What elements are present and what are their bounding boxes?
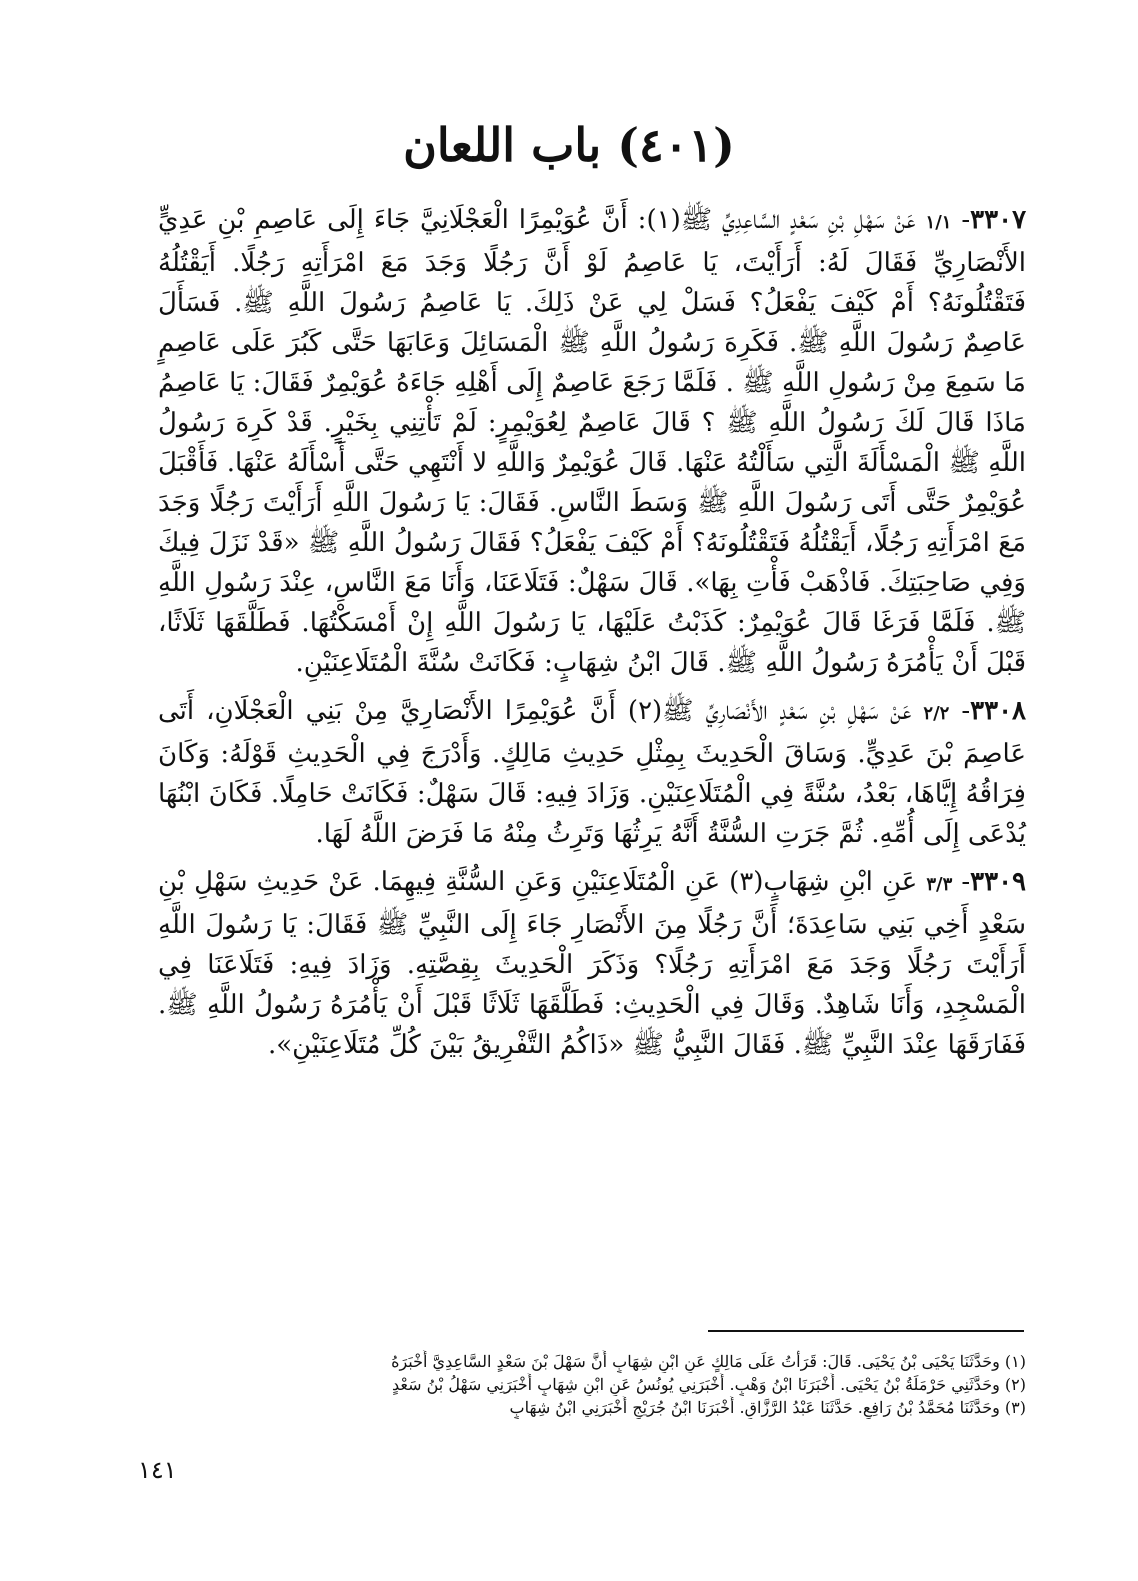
footnotes [300,1350,1026,1419]
hadith-number: ٣٣٠٩ [970,867,1027,897]
hadith-list [158,200,1026,1073]
footnote-separator [708,1330,1024,1332]
hadith-sub-number: ١/١ [925,212,952,233]
chapter-title: (٤٠١) باب اللعان [403,118,735,172]
hadith-dash: - [961,867,971,897]
hadith-text: عَنِ ابْنِ شِهَابٍ(٣) عَنِ الْمُتَلَاعِنَيْنِ وَعَنِ السُّنَّةِ فِيهِمَا. عَنْ حَدِيثِ سَهْلِ بْنِ سَعْدٍ أَخِي بَنِي سَاعِدَةَ؛ أَنَّ رَجُلًا مِنَ الأَنْصَارِ جَاءَ إِلَى النَّبِيِّ ﷺ فَقَالَ: يَا رَسُولَ اللَّهِ أَرَأَيْتَ رَجُلًا وَجَدَ مَعَ امْرَأَتِهِ رَجُلًا؟ وَذَكَرَ الْحَدِيثَ بِقِصَّتِهِ. وَزَادَ فِيهِ: فَتَلَاعَنَا فِي الْمَسْجِدِ، وَأَنَا شَاهِدٌ. وَقَالَ فِي الْحَدِيثِ: فَطَلَّقَهَا ثَلَاثًا قَبْلَ أَنْ يَأْمُرَهُ رَسُولُ اللَّهِ ﷺ. فَفَارَقَهَا عِنْدَ النَّبِيِّ ﷺ. فَقَالَ النَّبِيُّ ﷺ «ذَاكُمُ التَّفْرِيقُ بَيْنَ كُلِّ مُتَلَاعِنَيْنِ». [158,867,1026,1060]
hadith-dash: - [961,696,971,726]
hadith-text: عَنْ سَهْلِ بْنِ سَعْدٍ الأَنْصَارِيِّ ﷺ(٢) أَنَّ عُوَيْمِرًا الأَنْصَارِيَّ مِنْ بَنِي الْعَجْلَانِ، أَتَى عَاصِمَ بْنَ عَدِيٍّ. وَسَاقَ الْحَدِيثَ بِمِثْلِ حَدِيثِ مَالِكٍ. وَأَدْرَجَ فِي الْحَدِيثِ قَوْلَهُ: وَكَانَ فِرَاقُهُ إِيَّاهَا، بَعْدُ، سُنَّةً فِي الْمُتَلَاعِنَيْنِ. وَزَادَ فِيهِ: قَالَ سَهْلٌ: فَكَانَتْ حَامِلًا. فَكَانَ ابْنُهَا يُدْعَى إِلَى أُمِّهِ. ثُمَّ جَرَتِ السُّنَّةُ أَنَّهُ يَرِثُهَا وَتَرِثُ مِنْهُ مَا فَرَضَ اللَّهُ لَهَا. [158,696,1026,849]
footnote-3: (٣) وحَدَّثَنَا مُحَمَّدُ بْنُ رَافِعٍ. حَدَّثَنَا عَبْدُ الرَّزَّاقِ. أَخْبَرَنَا ابْنُ جُرَيْجٍ أَخْبَرَنِي ابْنُ شِهَابٍ [509,1398,1026,1417]
hadith-sub-number: ٢/٢ [923,703,950,724]
footnote-2: (٢) وحَدَّثَنِي حَرْمَلَةُ بْنُ يَحْيَى. أَخْبَرَنَا ابْنُ وَهْبٍ. أَخْبَرَنِي يُونُسُ عَنِ ابْنِ شِهَابٍ أَخْبَرَنِي سَهْلُ بْنُ سَعْدٍ [392,1375,1026,1394]
hadith-3308 [158,691,1026,854]
hadith-number: ٣٣٠٧ [970,205,1027,235]
hadith-sub-number: ٣/٣ [926,874,953,895]
hadith-number: ٣٣٠٨ [970,696,1026,726]
hadith-dash: - [961,205,971,235]
hadith-text: عَنْ سَهْلِ بْنِ سَعْدٍ السَّاعِدِيِّ ﷺ(١): أَنَّ عُوَيْمِرًا الْعَجْلَانِيَّ جَاءَ إِلَى عَاصِمِ بْنِ عَدِيٍّ الأَنْصَارِيِّ فَقَالَ لَهُ: أَرَأَيْتَ، يَا عَاصِمُ لَوْ أَنَّ رَجُلًا وَجَدَ مَعَ امْرَأَتِهِ رَجُلًا. أَيَقْتُلُهُ فَتَقْتُلُونَهُ؟ أَمْ كَيْفَ يَفْعَلُ؟ فَسَلْ لِي عَنْ ذَلِكَ. يَا عَاصِمُ رَسُولَ اللَّهِ ﷺ. فَسَأَلَ عَاصِمٌ رَسُولَ اللَّهِ ﷺ. فَكَرِهَ رَسُولُ اللَّهِ ﷺ الْمَسَائِلَ وَعَابَهَا حَتَّى كَبُرَ عَلَى عَاصِمٍ مَا سَمِعَ مِنْ رَسُولِ اللَّهِ ﷺ . فَلَمَّا رَجَعَ عَاصِمٌ إِلَى أَهْلِهِ جَاءَهُ عُوَيْمِرٌ فَقَالَ: يَا عَاصِمُ مَاذَا قَالَ لَكَ رَسُولُ اللَّهِ ﷺ ؟ قَالَ عَاصِمٌ لِعُوَيْمِرٍ: لَمْ تَأْتِنِي بِخَيْرٍ. قَدْ كَرِهَ رَسُولُ اللَّهِ ﷺ الْمَسْأَلَةَ الَّتِي سَأَلْتُهُ عَنْهَا. قَالَ عُوَيْمِرٌ وَاللَّهِ لا أَنْتَهِي حَتَّى أَسْأَلَهُ عَنْهَا. فَأَقْبَلَ عُوَيْمِرٌ حَتَّى أَتَى رَسُولَ اللَّهِ ﷺ وَسَطَ النَّاسِ. فَقَالَ: يَا رَسُولَ اللَّهِ أَرَأَيْتَ رَجُلًا وَجَدَ مَعَ امْرَأَتِهِ رَجُلًا، أَيَقْتُلُهُ فَتَقْتُلُونَهُ؟ أَمْ كَيْفَ يَفْعَلُ؟ فَقَالَ رَسُولُ اللَّهِ ﷺ «قَدْ نَزَلَ فِيكَ وَفِي صَاحِبَتِكَ. فَاذْهَبْ فَأْتِ بِهَا». قَالَ سَهْلٌ: فَتَلَاعَنَا، وَأَنَا مَعَ النَّاسِ، عِنْدَ رَسُولِ اللَّهِ ﷺ. فَلَمَّا فَرَغَا قَالَ عُوَيْمِرٌ: كَذَبْتُ عَلَيْهَا، يَا رَسُولَ اللَّهِ إِنْ أَمْسَكْتُهَا. فَطَلَّقَهَا ثَلَاثًا، قَبْلَ أَنْ يَأْمُرَهُ رَسُولُ اللَّهِ ﷺ. قَالَ ابْنُ شِهَابٍ: فَكَانَتْ سُنَّةَ الْمُتَلَاعِنَيْنِ. [158,205,1026,678]
footnote-1: (١) وحَدَّثَنَا يَحْيَى بْنُ يَحْيَى. قَالَ: قَرَأْتُ عَلَى مَالِكٍ عَنِ ابْنِ شِهَابٍ أَنَّ سَهْلَ بْنَ سَعْدٍ السَّاعِدِيَّ أَخْبَرَهُ [391,1352,1026,1371]
page-number: ١٤١ [138,1456,177,1484]
hadith-3307 [158,200,1026,683]
hadith-3309 [158,862,1026,1065]
